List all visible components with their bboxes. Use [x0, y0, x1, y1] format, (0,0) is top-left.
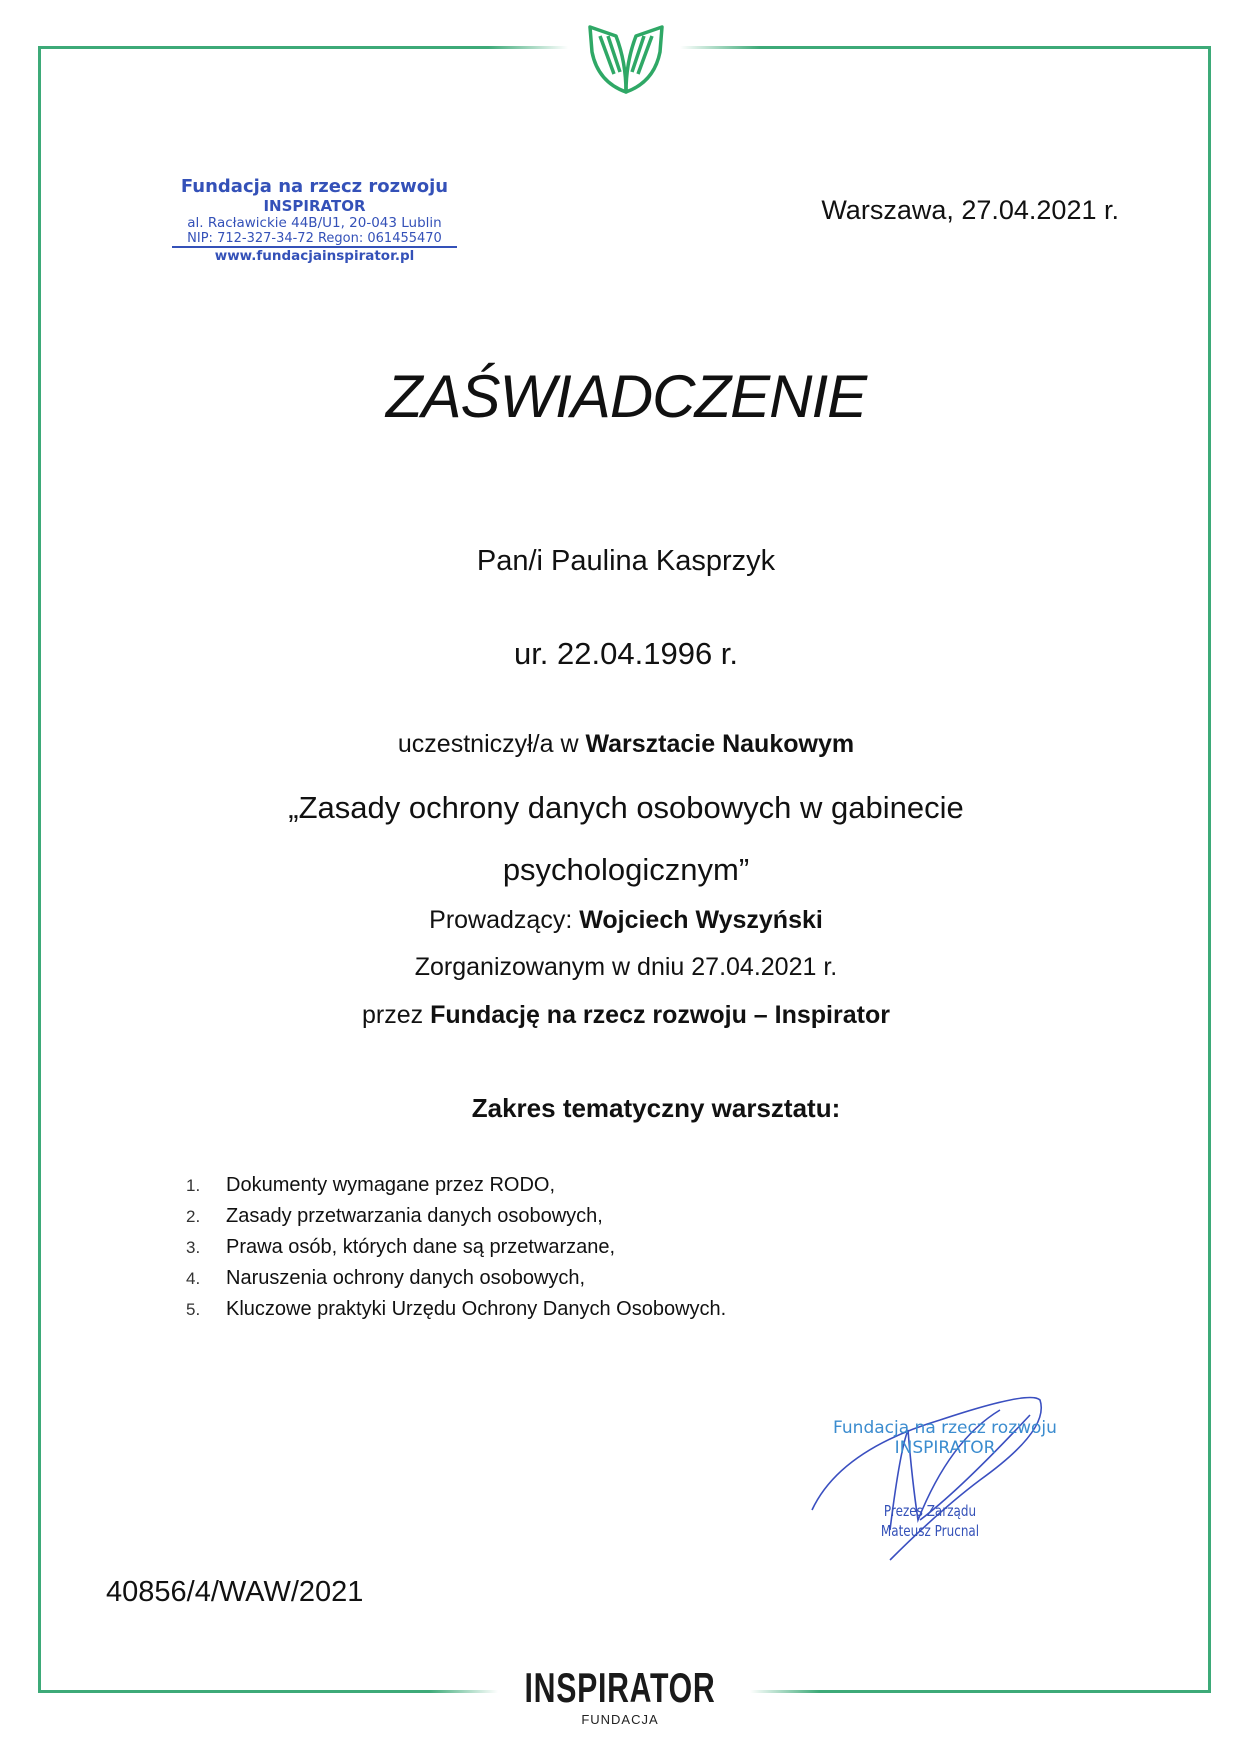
list-number: 4. [186, 1269, 201, 1288]
list-item [186, 1294, 726, 1325]
foundation-leaf-logo-icon [586, 22, 666, 96]
list-item [186, 1263, 726, 1294]
list-number: 5. [186, 1300, 201, 1319]
border-top-right [680, 46, 1211, 49]
scope-heading: Zakres tematyczny warsztatu: [471, 1093, 841, 1123]
organized-date: Zorganizowanym w dniu 27.04.2021 r. [414, 953, 838, 981]
list-number: 2. [186, 1207, 201, 1226]
participation-line [0, 730, 1241, 759]
list-item [186, 1170, 726, 1201]
recipient-name: Pan/i Paulina Kasprzyk [476, 545, 776, 577]
lecturer-label: Prowadzący: [429, 906, 580, 934]
participation-prefix: uczestniczył/a w [397, 730, 586, 758]
list-text: Naruszenia ochrony danych osobowych, [226, 1267, 586, 1289]
organizer-prefix: przez [362, 1001, 431, 1029]
list-text: Zasady przetwarzania danych osobowych, [226, 1205, 603, 1227]
birth-date: ur. 22.04.1996 r. [513, 636, 739, 671]
organizer-name: Fundację na rzecz rozwoju – Inspirator [430, 1001, 890, 1029]
stamp-name: Fundacja na rzecz rozwoju [180, 176, 449, 197]
signature-stamp [800, 1370, 1070, 1570]
lecturer-name: Wojciech Wyszyński [579, 906, 823, 934]
signature-stamp-line3: Prezes Zarządu [883, 1502, 977, 1520]
reference-number: 40856/4/WAW/2021 [106, 1576, 364, 1608]
stamp-website: www.fundacjainspirator.pl [214, 248, 415, 264]
stamp-ids: NIP: 712-327-34-72 Regon: 061455470 [172, 231, 457, 248]
signature-stamp-line1: Fundacja na rzecz rozwoju [833, 1418, 1057, 1438]
footer-logo-subtitle: FUNDACJA [581, 1712, 659, 1727]
footer-logo-name: INSPIRATOR [524, 1664, 716, 1711]
list-text: Kluczowe praktyki Urzędu Ochrony Danych Osobowych. [226, 1298, 727, 1320]
list-number: 3. [186, 1238, 201, 1257]
list-item [186, 1232, 726, 1263]
topic-line-1: „Zasady ochrony danych osobowych w gabinecie [288, 790, 964, 825]
signature-stamp-line4: Mateusz Prucnal [880, 1522, 980, 1540]
border-bottom-right [750, 1690, 1211, 1693]
scope-list [186, 1170, 726, 1325]
document-title: ZAŚWIADCZENIE [385, 363, 867, 430]
list-number: 1. [186, 1176, 201, 1195]
footer-logo [470, 1664, 770, 1727]
place-date: Warszawa, 27.04.2021 r. [821, 195, 1119, 225]
lecturer-line [0, 906, 1241, 935]
list-text: Prawa osób, których dane są przetwarzane, [226, 1236, 616, 1258]
stamp-address: al. Racławickie 44B/U1, 20-043 Lublin [187, 215, 442, 231]
foundation-stamp [172, 176, 457, 264]
list-item [186, 1201, 726, 1232]
topic-line-2: psychologicznym” [502, 852, 750, 887]
signature-stamp-line2: INSPIRATOR [894, 1438, 996, 1458]
list-text: Dokumenty wymagane przez RODO, [226, 1174, 556, 1196]
stamp-inspirator: INSPIRATOR [263, 197, 366, 215]
organizer-line [0, 1001, 1241, 1030]
border-bottom-left [38, 1690, 498, 1693]
handwritten-signature-icon [800, 1370, 1070, 1570]
event-type: Warsztacie Naukowym [585, 730, 855, 758]
border-top-left [38, 46, 568, 49]
